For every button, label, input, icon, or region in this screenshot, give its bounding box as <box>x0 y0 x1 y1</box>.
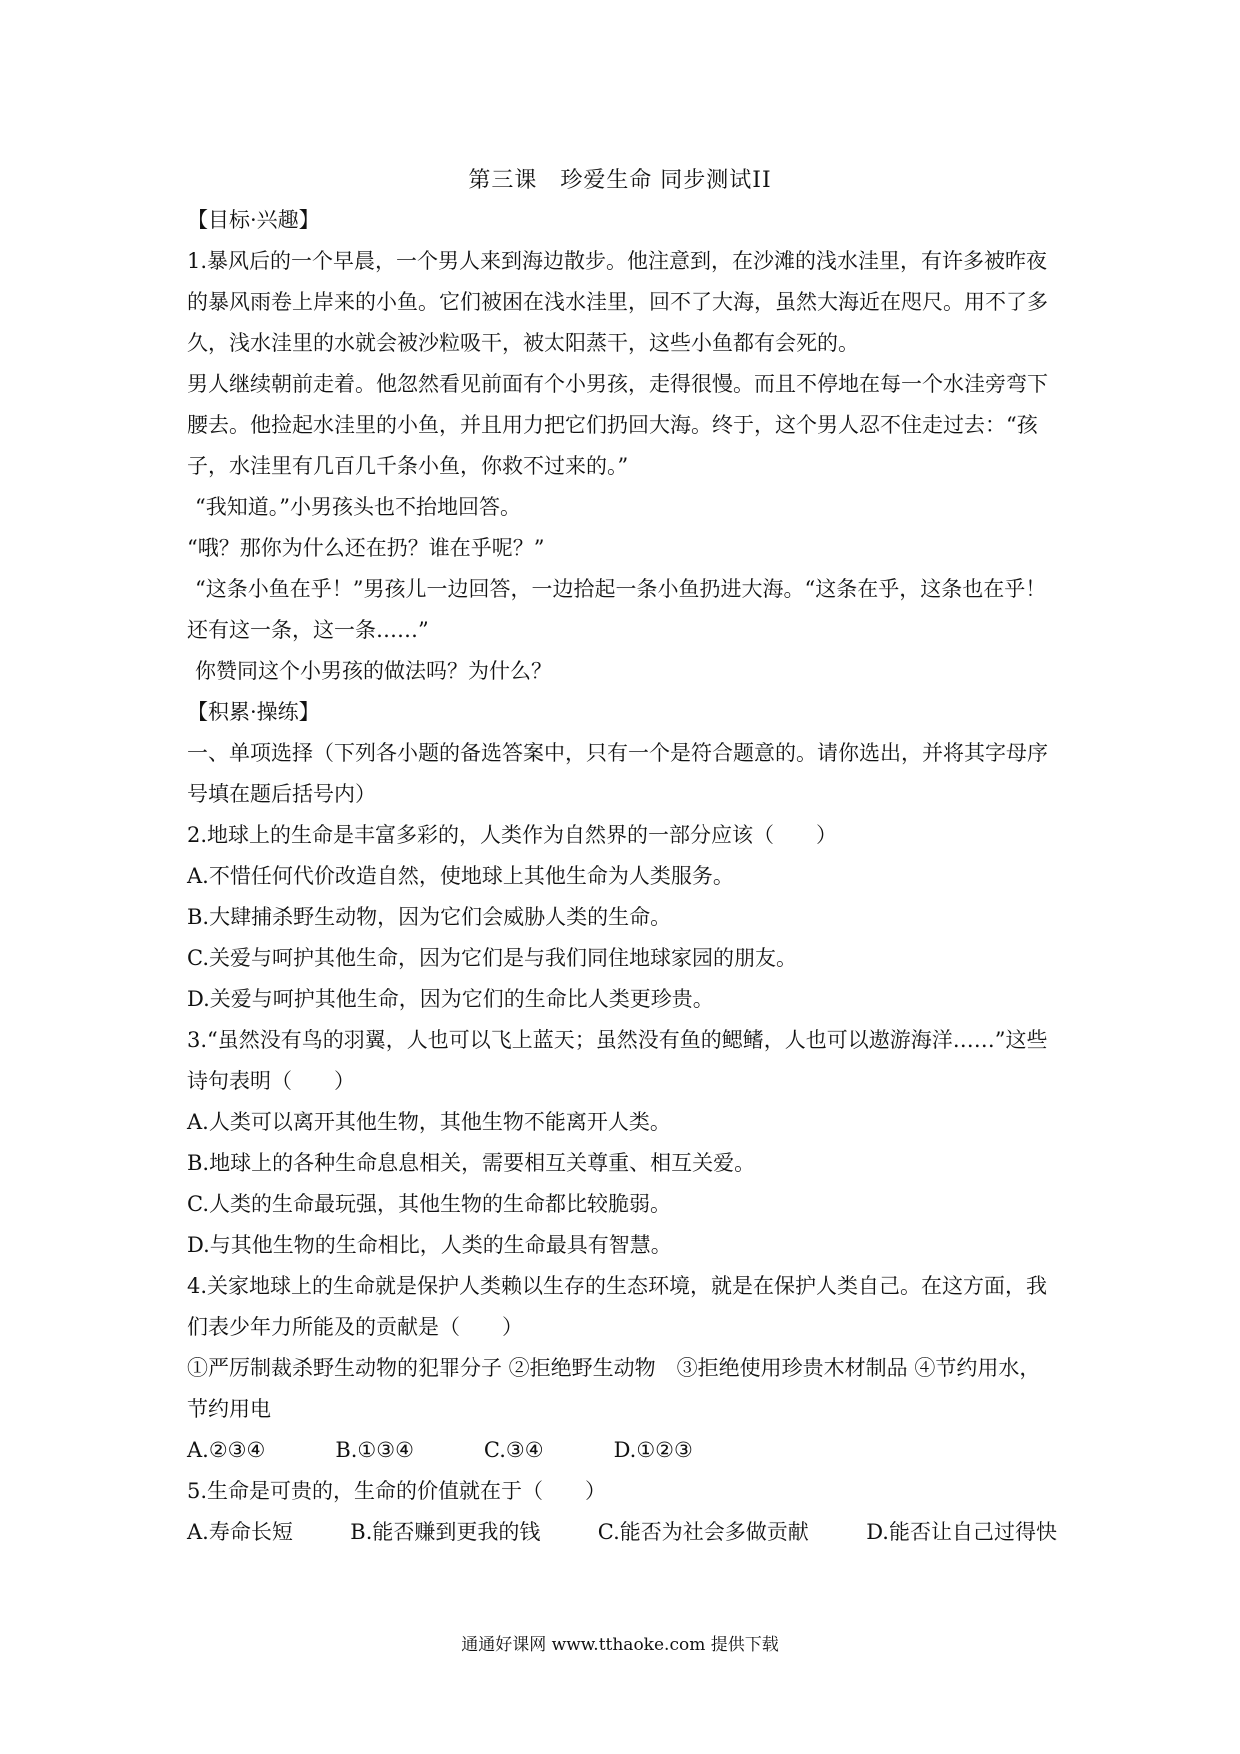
q1-paragraph-2: 男人继续朝前走着。他忽然看见前面有个小男孩，走得很慢。而且不停地在每一个水洼旁弯下腰去。他捡起水洼里的小鱼，并且用力把它们扔回大海。终于，这个男人忍不住走过去：“孩子，水洼里有几百几千条小鱼，你救不过来的。” <box>187 372 1048 478</box>
q1-paragraph-5: “这条小鱼在乎！”男孩儿一边回答，一边拾起一条小鱼扔进大海。“这条在乎，这条也在乎！还有这一条，这一条……” <box>187 577 1047 642</box>
q2-stem: 2.地球上的生命是丰富多彩的，人类作为自然界的一部分应该（ ） <box>187 823 838 847</box>
q3-stem: 3.“虽然没有鸟的羽翼，人也可以飞上蓝天；虽然没有鱼的鳃鳍，人也可以遨游海洋……”这些诗句表明（ ） <box>187 1028 1048 1093</box>
q3-option-d: D.与其他生物的生命相比，人类的生命最具有智慧。 <box>187 1233 672 1257</box>
q1-paragraph-4: “哦？那你为什么还在扔？谁在乎呢？” <box>187 536 545 560</box>
q1-question: 你赞同这个小男孩的做法吗？为什么？ <box>195 659 552 683</box>
q5-option-b: B.能否赚到更我的钱 <box>350 1520 541 1544</box>
section-header-practice: 【积累·操练】 <box>187 700 320 724</box>
q5-option-c: C.能否为社会多做贡献 <box>597 1520 809 1544</box>
q2-option-d: D.关爱与呵护其他生命，因为它们的生命比人类更珍贵。 <box>187 987 714 1011</box>
q4-stem: 4.关家地球上的生命就是保护人类赖以生存的生态环境，就是在保护人类自己。在这方面，我们表少年力所能及的贡献是（ ） <box>187 1274 1048 1339</box>
section-header-goals: 【目标·兴趣】 <box>187 208 320 232</box>
q5-option-a: A.寿命长短 <box>187 1520 293 1544</box>
q5-options-row <box>187 1512 1057 1553</box>
part1-instructions: 一、单项选择（下列各小题的备选答案中，只有一个是符合题意的。请你选出，并将其字母序号填在题后括号内） <box>187 741 1048 806</box>
page-footer: 通通好课网 www.tthaoke.com 提供下载 <box>461 1635 779 1655</box>
q4-option-b: B.①③④ <box>335 1438 414 1462</box>
q4-option-d: D.①②③ <box>613 1438 693 1462</box>
q5-stem: 5.生命是可贵的，生命的价值就在于（ ） <box>187 1479 607 1503</box>
q4-option-c: C.③④ <box>483 1438 544 1462</box>
document-body <box>187 200 1057 1553</box>
q1-paragraph-3: “我知道。”小男孩头也不抬地回答。 <box>195 495 521 519</box>
q2-option-a: A.不惜任何代价改造自然，使地球上其他生命为人类服务。 <box>187 864 734 888</box>
q2-option-b: B.大肆捕杀野生动物，因为它们会威胁人类的生命。 <box>187 905 672 929</box>
q4-items: ①严厉制裁杀野生动物的犯罪分子 ②拒绝野生动物 ③拒绝使用珍贵木材制品 ④节约用水，节约用电 <box>187 1356 1041 1421</box>
q3-option-c: C.人类的生命最玩强，其他生物的生命都比较脆弱。 <box>187 1192 671 1216</box>
q3-option-b: B.地球上的各种生命息息相关，需要相互关尊重、相互关爱。 <box>187 1151 756 1175</box>
q4-options-row <box>187 1430 1057 1471</box>
q3-option-a: A.人类可以离开其他生物，其他生物不能离开人类。 <box>187 1110 671 1134</box>
q5-option-d: D.能否让自己过得快 <box>866 1520 1057 1544</box>
q2-option-c: C.关爱与呵护其他生命，因为它们是与我们同住地球家园的朋友。 <box>187 946 797 970</box>
q4-option-a: A.②③④ <box>187 1438 266 1462</box>
q1-paragraph-1: 1.暴风后的一个早晨，一个男人来到海边散步。他注意到，在沙滩的浅水洼里，有许多被昨夜的暴风雨卷上岸来的小鱼。它们被困在浅水洼里，回不了大海，虽然大海近在咫尺。用不了多久，浅水洼里的水就会被沙粒吸干，被太阳蒸干，这些小鱼都有会死的。 <box>187 249 1048 355</box>
page-title: 第三课 珍爱生命 同步测试II <box>468 168 772 193</box>
